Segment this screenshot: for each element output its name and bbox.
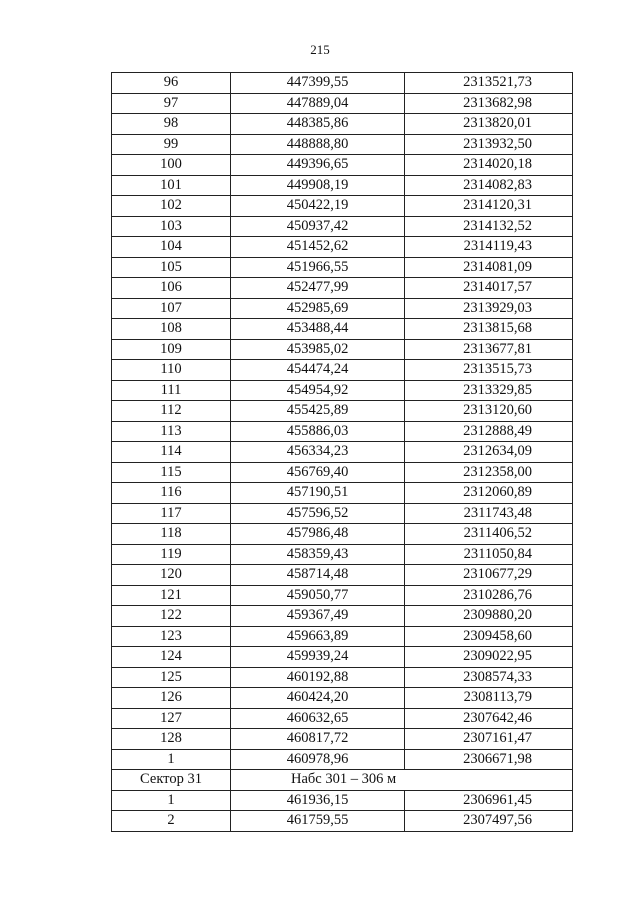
point-number-cell: 108 [112, 319, 231, 340]
table-row [112, 708, 573, 729]
x-coordinate-cell: 459663,89 [231, 626, 405, 647]
point-number-cell: 109 [112, 339, 231, 360]
table-row [112, 216, 573, 237]
x-coordinate-cell: 458359,43 [231, 544, 405, 565]
point-number-cell: 121 [112, 585, 231, 606]
x-coordinate-cell: 461759,55 [231, 811, 405, 832]
point-number-cell: 106 [112, 278, 231, 299]
x-coordinate-cell: 455886,03 [231, 421, 405, 442]
x-coordinate-cell: 457596,52 [231, 503, 405, 524]
table-row [112, 175, 573, 196]
y-coordinate-cell: 2313521,73 [405, 73, 573, 94]
y-coordinate-cell: 2314082,83 [405, 175, 573, 196]
y-coordinate-cell: 2313815,68 [405, 319, 573, 340]
x-coordinate-cell: 448888,80 [231, 134, 405, 155]
table-row [112, 688, 573, 709]
point-number-cell: 102 [112, 196, 231, 217]
x-coordinate-cell: 447399,55 [231, 73, 405, 94]
point-number-cell: 96 [112, 73, 231, 94]
x-coordinate-cell: 459939,24 [231, 647, 405, 668]
table-row [112, 421, 573, 442]
x-coordinate-cell: 460817,72 [231, 729, 405, 750]
y-coordinate-cell: 2313120,60 [405, 401, 573, 422]
coordinates-table [111, 72, 573, 832]
x-coordinate-cell: 455425,89 [231, 401, 405, 422]
point-number-cell: 2 [112, 811, 231, 832]
point-number-cell: 105 [112, 257, 231, 278]
y-coordinate-cell: 2314120,31 [405, 196, 573, 217]
y-coordinate-cell: 2310677,29 [405, 565, 573, 586]
page-number: 215 [310, 42, 330, 57]
x-coordinate-cell: 460978,96 [231, 749, 405, 770]
point-number-cell: 119 [112, 544, 231, 565]
y-coordinate-cell: 2312888,49 [405, 421, 573, 442]
x-coordinate-cell: 449396,65 [231, 155, 405, 176]
x-coordinate-cell: 451966,55 [231, 257, 405, 278]
point-number-cell: 100 [112, 155, 231, 176]
point-number-cell: 120 [112, 565, 231, 586]
table-row [112, 196, 573, 217]
table-row [112, 647, 573, 668]
table-row [112, 278, 573, 299]
table-row [112, 339, 573, 360]
x-coordinate-cell: 447889,04 [231, 93, 405, 114]
y-coordinate-cell: 2314017,57 [405, 278, 573, 299]
table-row [112, 114, 573, 135]
y-coordinate-cell: 2310286,76 [405, 585, 573, 606]
table-row [112, 565, 573, 586]
point-number-cell: 122 [112, 606, 231, 627]
y-coordinate-cell: 2312634,09 [405, 442, 573, 463]
point-number-cell: 124 [112, 647, 231, 668]
table-row [112, 729, 573, 750]
x-coordinate-cell: 461936,15 [231, 790, 405, 811]
point-number-cell: 110 [112, 360, 231, 381]
sector-depth-range: Набс 301 – 306 м [231, 770, 573, 791]
y-coordinate-cell: 2309880,20 [405, 606, 573, 627]
point-number-cell: 1 [112, 790, 231, 811]
x-coordinate-cell: 450422,19 [231, 196, 405, 217]
y-coordinate-cell: 2314132,52 [405, 216, 573, 237]
point-number-cell: 127 [112, 708, 231, 729]
point-number-cell: 128 [112, 729, 231, 750]
coordinates-table-body [112, 73, 573, 832]
y-coordinate-cell: 2313329,85 [405, 380, 573, 401]
point-number-cell: 125 [112, 667, 231, 688]
table-row [112, 503, 573, 524]
table-row [112, 257, 573, 278]
table-row [112, 749, 573, 770]
y-coordinate-cell: 2313820,01 [405, 114, 573, 135]
y-coordinate-cell: 2313515,73 [405, 360, 573, 381]
table-row [112, 380, 573, 401]
point-number-cell: 99 [112, 134, 231, 155]
table-row [112, 93, 573, 114]
point-number-cell: 126 [112, 688, 231, 709]
x-coordinate-cell: 459367,49 [231, 606, 405, 627]
point-number-cell: 97 [112, 93, 231, 114]
y-coordinate-cell: 2311743,48 [405, 503, 573, 524]
point-number-cell: 98 [112, 114, 231, 135]
table-row [112, 134, 573, 155]
table-row [112, 442, 573, 463]
y-coordinate-cell: 2311050,84 [405, 544, 573, 565]
x-coordinate-cell: 460632,65 [231, 708, 405, 729]
y-coordinate-cell: 2309022,95 [405, 647, 573, 668]
table-row [112, 360, 573, 381]
table-row [112, 298, 573, 319]
table-row [112, 544, 573, 565]
table-row [112, 483, 573, 504]
table-row [112, 237, 573, 258]
y-coordinate-cell: 2313932,50 [405, 134, 573, 155]
point-number-cell: 111 [112, 380, 231, 401]
x-coordinate-cell: 453488,44 [231, 319, 405, 340]
point-number-cell: 112 [112, 401, 231, 422]
y-coordinate-cell: 2312358,00 [405, 462, 573, 483]
table-row [112, 319, 573, 340]
x-coordinate-cell: 457986,48 [231, 524, 405, 545]
point-number-cell: 116 [112, 483, 231, 504]
point-number-cell: 115 [112, 462, 231, 483]
y-coordinate-cell: 2311406,52 [405, 524, 573, 545]
point-number-cell: 118 [112, 524, 231, 545]
x-coordinate-cell: 458714,48 [231, 565, 405, 586]
point-number-cell: 104 [112, 237, 231, 258]
y-coordinate-cell: 2306671,98 [405, 749, 573, 770]
table-row [112, 790, 573, 811]
point-number-cell: 107 [112, 298, 231, 319]
point-number-cell: 101 [112, 175, 231, 196]
x-coordinate-cell: 452985,69 [231, 298, 405, 319]
x-coordinate-cell: 460424,20 [231, 688, 405, 709]
point-number-cell: 117 [112, 503, 231, 524]
x-coordinate-cell: 457190,51 [231, 483, 405, 504]
x-coordinate-cell: 449908,19 [231, 175, 405, 196]
table-row [112, 73, 573, 94]
y-coordinate-cell: 2314081,09 [405, 257, 573, 278]
x-coordinate-cell: 448385,86 [231, 114, 405, 135]
y-coordinate-cell: 2307642,46 [405, 708, 573, 729]
table-row [112, 155, 573, 176]
x-coordinate-cell: 459050,77 [231, 585, 405, 606]
y-coordinate-cell: 2308574,33 [405, 667, 573, 688]
table-row [112, 462, 573, 483]
point-number-cell: 123 [112, 626, 231, 647]
y-coordinate-cell: 2307161,47 [405, 729, 573, 750]
y-coordinate-cell: 2309458,60 [405, 626, 573, 647]
point-number-cell: 103 [112, 216, 231, 237]
table-row [112, 626, 573, 647]
y-coordinate-cell: 2313682,98 [405, 93, 573, 114]
y-coordinate-cell: 2313929,03 [405, 298, 573, 319]
table-row [112, 811, 573, 832]
x-coordinate-cell: 454474,24 [231, 360, 405, 381]
x-coordinate-cell: 451452,62 [231, 237, 405, 258]
table-row [112, 606, 573, 627]
x-coordinate-cell: 456334,23 [231, 442, 405, 463]
y-coordinate-cell: 2306961,45 [405, 790, 573, 811]
table-row [112, 585, 573, 606]
x-coordinate-cell: 456769,40 [231, 462, 405, 483]
sector-label: Сектор 31 [112, 770, 231, 791]
y-coordinate-cell: 2314119,43 [405, 237, 573, 258]
x-coordinate-cell: 453985,02 [231, 339, 405, 360]
y-coordinate-cell: 2308113,79 [405, 688, 573, 709]
y-coordinate-cell: 2312060,89 [405, 483, 573, 504]
x-coordinate-cell: 452477,99 [231, 278, 405, 299]
x-coordinate-cell: 460192,88 [231, 667, 405, 688]
y-coordinate-cell: 2307497,56 [405, 811, 573, 832]
y-coordinate-cell: 2314020,18 [405, 155, 573, 176]
point-number-cell: 114 [112, 442, 231, 463]
table-row [112, 524, 573, 545]
table-row [112, 401, 573, 422]
point-number-cell: 113 [112, 421, 231, 442]
y-coordinate-cell: 2313677,81 [405, 339, 573, 360]
table-row [112, 667, 573, 688]
x-coordinate-cell: 454954,92 [231, 380, 405, 401]
sector-row [112, 770, 573, 791]
point-number-cell: 1 [112, 749, 231, 770]
x-coordinate-cell: 450937,42 [231, 216, 405, 237]
